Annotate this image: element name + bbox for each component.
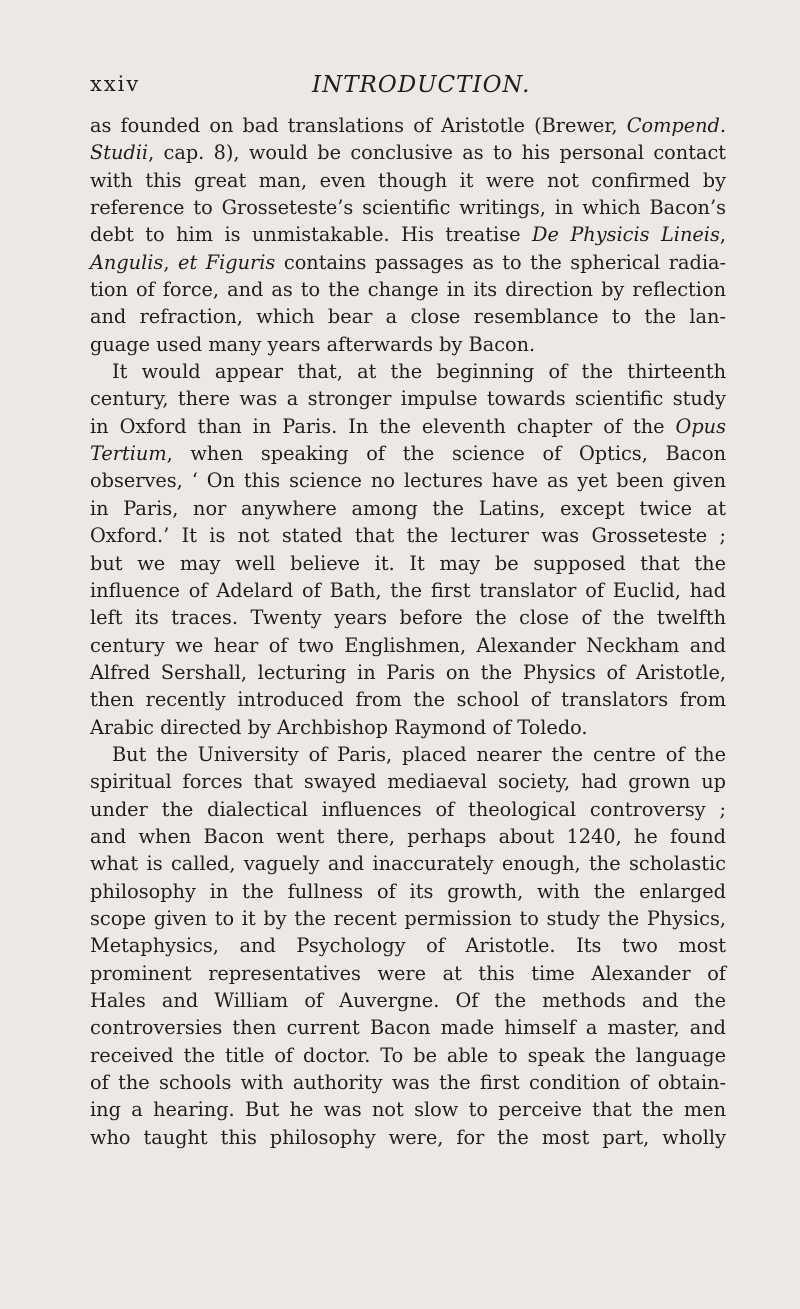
italic-text: Tertium — [90, 442, 167, 466]
text-segment: , when speaking of the science of Optics, Bacon — [166, 442, 726, 466]
text-line — [90, 714, 726, 741]
text-segment: and when Bacon went there, perhaps about 1240, he found — [90, 824, 726, 848]
italic-text: De Physicis Lineis — [532, 223, 720, 247]
text-line — [90, 1124, 726, 1151]
text-segment: Arabic directed by Archbishop Raymond of Toledo. — [90, 715, 588, 739]
text-segment: in Oxford than in Paris. In the eleventh chapter of the — [90, 414, 676, 438]
text-segment: But the University of Paris, placed nearer the centre of the — [112, 742, 726, 766]
text-line — [90, 850, 726, 877]
text-segment: guage used many years afterwards by Bacon. — [90, 332, 536, 356]
body-text — [90, 112, 726, 1151]
text-segment: contains passages as to the spherical radia- — [275, 250, 727, 274]
text-segment: spiritual forces that swayed mediaeval society, had grown up — [90, 770, 726, 794]
text-line — [90, 358, 726, 385]
text-line — [90, 385, 726, 412]
italic-text: Studii — [90, 141, 149, 165]
text-line — [90, 221, 726, 248]
text-line — [90, 413, 726, 440]
text-line — [90, 440, 726, 467]
italic-text: et Figuris — [178, 250, 276, 274]
text-line — [90, 577, 726, 604]
text-segment: philosophy in the fullness of its growth, with the enlarged — [90, 879, 726, 903]
text-line — [90, 276, 726, 303]
text-line — [90, 741, 726, 768]
italic-text: Opus — [675, 414, 726, 438]
text-segment: received the title of doctor. To be able to speak the language — [90, 1043, 726, 1067]
page-number: xxiv — [90, 72, 141, 96]
text-line — [90, 331, 726, 358]
text-segment: controversies then current Bacon made himself a master, and — [90, 1016, 726, 1040]
text-line — [90, 167, 726, 194]
text-segment: under the dialectical influences of theological controversy ; — [90, 797, 726, 821]
text-line — [90, 249, 726, 276]
text-segment: Metaphysics, and Psychology of Aristotle. Its two most — [90, 934, 726, 958]
text-line — [90, 932, 726, 959]
text-line — [90, 768, 726, 795]
text-segment: what is called, vaguely and inaccurately enough, the scholastic — [90, 852, 726, 876]
text-line — [90, 686, 726, 713]
text-line — [90, 632, 726, 659]
text-line — [90, 550, 726, 577]
text-segment: Alfred Sershall, lecturing in Paris on the Physics of Aristotle, — [90, 660, 726, 684]
text-segment: as founded on bad translations of Aristotle (Brewer, — [90, 114, 627, 137]
text-segment: century we hear of two Englishmen, Alexander Neckham and — [90, 633, 726, 657]
text-segment: but we may well believe it. It may be supposed that the — [90, 551, 726, 575]
italic-text: Compend. — [626, 114, 726, 137]
text-segment: debt to him is unmistakable. His treatise — [90, 223, 532, 247]
text-segment: Oxford.’ It is not stated that the lecturer was Grosseteste ; — [90, 524, 726, 548]
text-segment: prominent representatives were at this time Alexander of — [90, 961, 726, 985]
text-segment: then recently introduced from the school of translators from — [90, 688, 726, 712]
text-line — [90, 1042, 726, 1069]
running-title: INTRODUCTION. — [312, 72, 531, 98]
text-segment: tion of force, and as to the change in its direction by reflection — [90, 278, 726, 302]
text-line — [90, 659, 726, 686]
text-line — [90, 823, 726, 850]
text-segment: and refraction, which bear a close resemblance to the lan- — [90, 305, 726, 329]
text-line — [90, 112, 726, 139]
text-segment: , — [719, 223, 727, 247]
text-segment: with this great man, even though it were not confirmed by — [90, 168, 726, 192]
text-line — [90, 796, 726, 823]
text-segment: Hales and William of Auvergne. Of the methods and the — [90, 989, 726, 1012]
text-line — [90, 905, 726, 932]
text-segment: observes, ‘ On this science no lectures have as yet been given — [90, 469, 726, 493]
text-line — [90, 987, 726, 1014]
text-segment: left its traces. Twenty years before the close of the twelfth — [90, 606, 726, 630]
text-segment: , — [163, 250, 179, 274]
text-line — [90, 467, 726, 494]
text-line — [90, 960, 726, 987]
text-segment: reference to Grosseteste’s scientific writings, in which Bacon’s — [90, 196, 726, 220]
text-line — [90, 303, 726, 330]
text-segment: who taught this philosophy were, for the most part, wholly — [90, 1125, 726, 1149]
text-line — [90, 1014, 726, 1041]
running-head — [90, 72, 710, 106]
text-segment: , cap. 8), would be conclusive as to his personal contact — [148, 141, 726, 165]
text-segment: It would appear that, at the beginning of the thirteenth — [112, 360, 726, 384]
text-line — [90, 139, 726, 166]
text-line — [90, 1096, 726, 1123]
text-line — [90, 522, 726, 549]
text-segment: ing a hearing. But he was not slow to perceive that the men — [90, 1098, 726, 1122]
text-segment: century, there was a stronger impulse towards scientific study — [90, 387, 726, 411]
text-segment: scope given to it by the recent permission to study the Physics, — [90, 906, 726, 930]
text-segment: influence of Adelard of Bath, the first translator of Euclid, had — [90, 578, 726, 602]
text-line — [90, 495, 726, 522]
italic-text: Angulis — [90, 250, 164, 274]
text-line — [90, 604, 726, 631]
text-segment: in Paris, nor anywhere among the Latins, except twice at — [90, 496, 726, 520]
text-line — [90, 194, 726, 221]
text-line — [90, 1069, 726, 1096]
text-line — [90, 878, 726, 905]
text-segment: of the schools with authority was the first condition of obtain- — [90, 1071, 726, 1095]
